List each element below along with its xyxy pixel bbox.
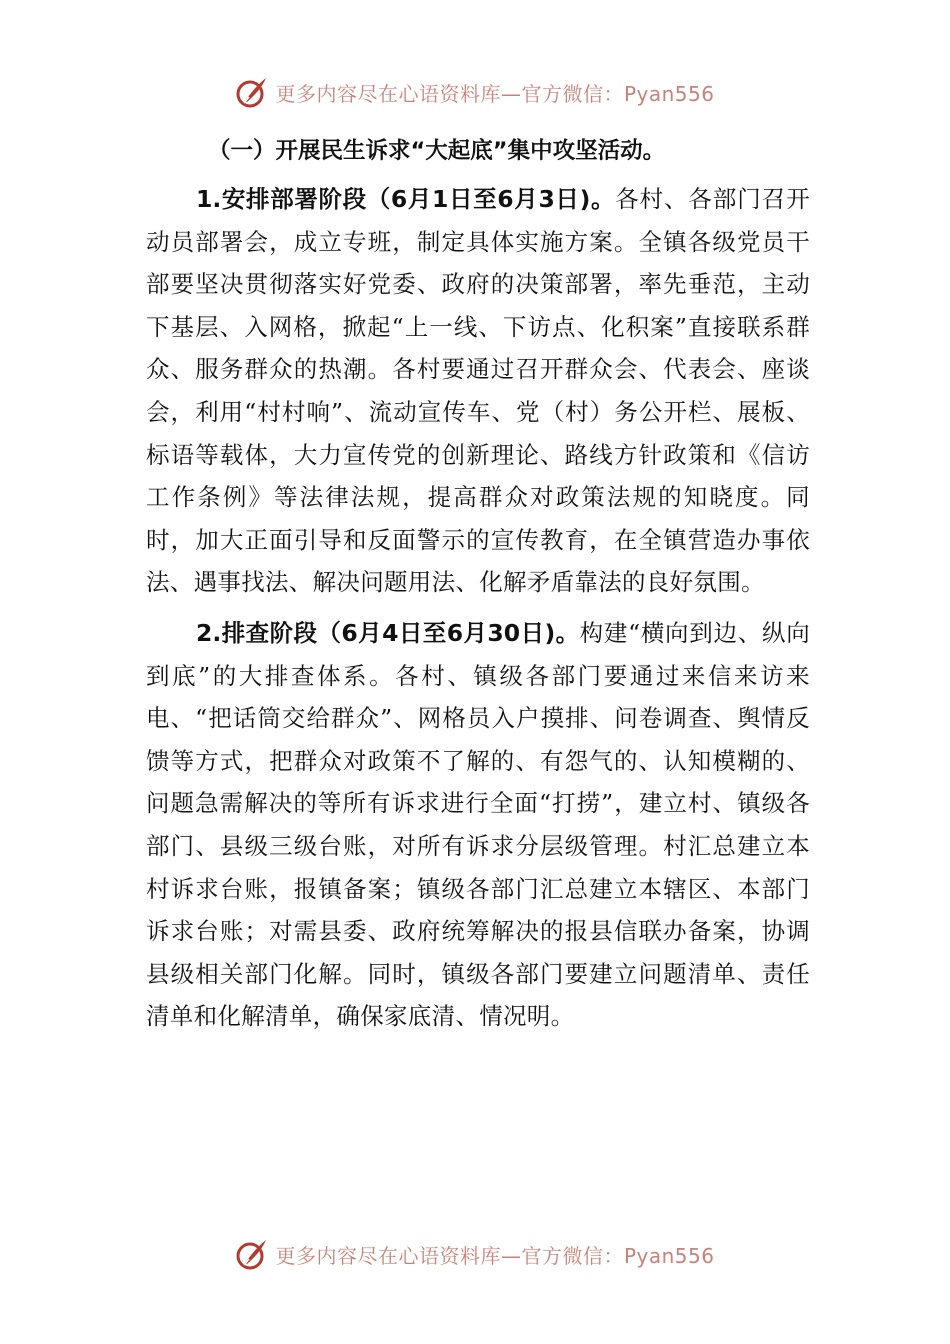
section-heading: （一）开展民生诉求“大起底”集中攻坚活动。 xyxy=(208,138,666,164)
quill-circle-icon xyxy=(235,1237,269,1271)
paragraph-body: 构建“横向到边、纵向到底”的大排查体系。各村、镇级各部门要通过来信来访来电、“把话筒交给群众”、网格员入户摸排、问卷调查、舆情反馈等方式，把群众对政策不了解的、有怨气的、认知模糊的、问题急需解决的等所有诉求进行全面“打捞”，建立村、镇级各部门、县级三级台账，对所有诉求分层级管理。村汇总建立本村诉求台账，报镇备案；镇级各部门汇总建立本辖区、本部门诉求台账；对需县委、政府统筹解决的报县信联办备案，协调县级相关部门化解。同时，镇级各部门要建立问题清单、责任清单和化解清单，确保家底清、情况明。 xyxy=(146,618,811,1031)
document-page xyxy=(146,128,810,1046)
watermark-footer xyxy=(0,1234,950,1274)
paragraph-lead: 1.安排部署阶段（6月1日至6月3日)。 xyxy=(196,185,616,213)
paragraph-body: 各村、各部门召开动员部署会，成立专班，制定具体实施方案。全镇各级党员干部要坚决贯彻落实好党委、政府的决策部署，率先垂范，主动下基层、入网格，掀起“上一线、下访点、化积案”直接联系群众、服务群众的热潮。各村要通过召开群众会、代表会、座谈会，利用“村村响”、流动宣传车、党（村）务公开栏、展板、标语等载体，大力宣传党的创新理论、路线方针政策和《信访工作条例》等法律法规，提高群众对政策法规的知晓度。同时，加大正面引导和反面警示的宣传教育，在全镇营造办事依法、遇事找法、解决问题用法、化解矛盾靠法的良好氛围。 xyxy=(146,185,810,597)
paragraph-investigation-phase xyxy=(146,612,810,1038)
watermark-text: 更多内容尽在心语资料库—官方微信：Pyan556 xyxy=(275,1243,715,1268)
paragraph-arrangement-phase xyxy=(146,178,810,604)
watermark-text: 更多内容尽在心语资料库—官方微信：Pyan556 xyxy=(275,81,715,106)
quill-circle-icon xyxy=(235,75,269,109)
paragraph-lead: 2.排查阶段（6月4日至6月30日)。 xyxy=(196,618,580,647)
watermark-header xyxy=(0,72,950,112)
